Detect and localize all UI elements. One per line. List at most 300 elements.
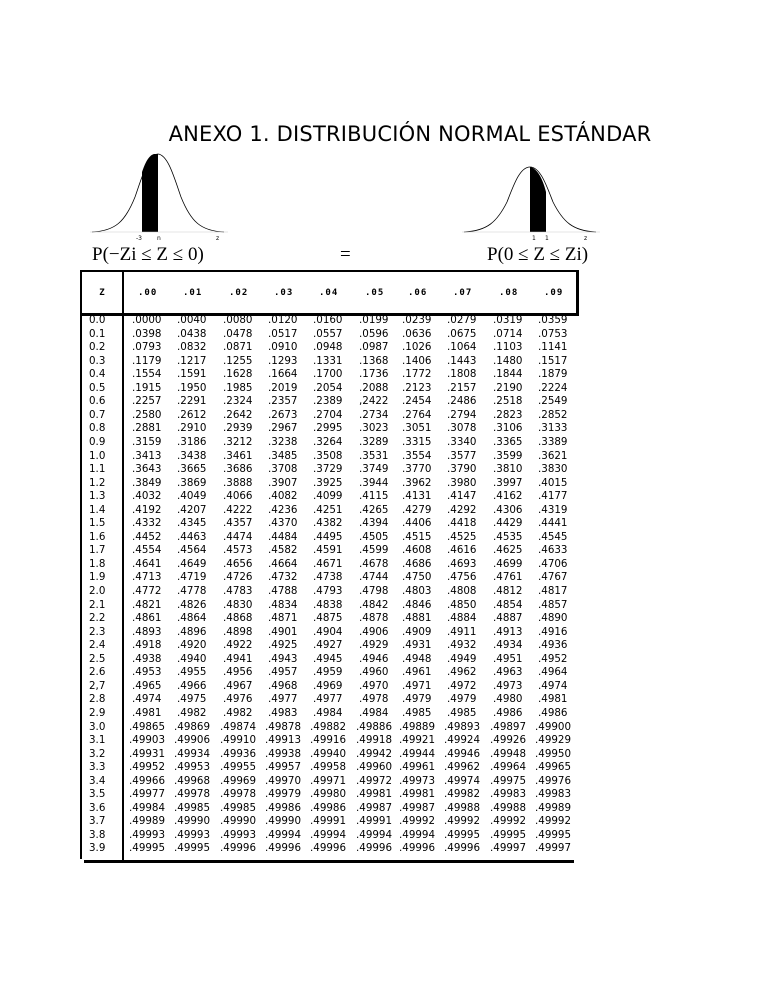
probability-cell: .4306 [493,503,523,516]
probability-cell: .49893 [444,720,481,733]
probability-cell: .49995 [174,842,211,855]
table-row [80,612,580,625]
probability-cell: .49992 [535,815,572,828]
probability-cell: .4909 [402,625,432,638]
probability-cell: .4916 [538,625,568,638]
probability-cell: .49987 [356,801,393,814]
table-row [80,748,580,761]
probability-cell: .4744 [359,571,389,584]
probability-cell: .49878 [265,720,302,733]
column-header: .05 [365,287,385,298]
table-row [80,680,580,693]
probability-cell: .49921 [399,734,436,747]
probability-cell: .2852 [538,408,568,421]
probability-cell: .3790 [447,463,477,476]
table-row [80,395,580,408]
probability-cell: .1628 [223,368,253,381]
probability-cell: .49996 [265,842,302,855]
probability-cell: .4964 [538,666,568,679]
table-body [80,314,577,858]
probability-cell: .4591 [313,544,343,557]
z-value: 2.9 [89,706,106,719]
probability-cell: .3729 [313,463,343,476]
probability-cell: .4986 [538,706,568,719]
probability-cell: .4821 [132,598,162,611]
probability-cell: .4893 [132,625,162,638]
table-row [80,626,580,639]
probability-cell: .3925 [313,476,343,489]
probability-cell: .2910 [177,422,207,435]
probability-cell: .0319 [493,314,523,326]
probability-cell: .49962 [444,761,481,774]
probability-cell: .1103 [493,341,523,354]
probability-cell: .1255 [223,354,253,367]
column-header: .08 [499,287,519,298]
probability-cell: .4788 [268,585,298,597]
probability-cell: .3133 [538,422,568,435]
probability-cell: .0398 [132,327,162,340]
z-value: 1.0 [89,449,106,462]
z-value: 0.5 [89,381,106,394]
probability-cell: .49992 [490,815,527,828]
probability-cell: .4857 [538,598,568,611]
probability-cell: .4418 [447,517,477,530]
probability-cell: .49874 [220,720,257,733]
probability-cell: .0793 [132,341,162,354]
column-header: .07 [453,287,473,298]
probability-cell: .4943 [268,652,298,665]
probability-cell: .4706 [538,557,568,570]
probability-cell: .49993 [220,828,257,841]
probability-cell: .4345 [177,517,207,530]
probability-cell: .0636 [402,327,432,340]
probability-cell: .4971 [402,679,432,692]
table-row [80,517,580,530]
probability-cell: .49913 [265,734,302,747]
probability-cell: .1480 [493,354,523,367]
probability-cell: .4850 [447,598,477,611]
probability-cell: .49916 [310,734,347,747]
probability-cell: .4582 [268,544,298,557]
probability-cell: .4925 [268,639,298,652]
probability-cell: .49918 [356,734,393,747]
table-row [80,314,580,327]
probability-cell: .49960 [356,761,393,774]
probability-cell: .3749 [359,463,389,476]
probability-cell: .4515 [402,530,432,543]
table-row [80,666,580,679]
probability-cell: .4177 [538,490,568,503]
z-header: Z [82,272,124,313]
probability-cell: .4803 [402,585,432,597]
probability-cell: .3289 [359,435,389,448]
probability-cell: .49889 [399,720,436,733]
probability-cell: .3051 [402,422,432,435]
z-value: 3.5 [89,788,106,801]
probability-cell: .49989 [129,815,166,828]
probability-cell: .1064 [447,341,477,354]
probability-cell: .4207 [177,503,207,516]
probability-cell: .2324 [223,395,253,408]
probability-cell: .49957 [265,761,302,774]
table-row [80,829,580,842]
probability-cell: .49994 [265,828,302,841]
probability-cell: .4162 [493,490,523,503]
probability-cell: .4887 [493,612,523,625]
z-value: 0.4 [89,368,106,381]
probability-cell: .49996 [399,842,436,855]
right-normal-curve-diagram [462,164,602,244]
probability-cell: .4279 [402,503,432,516]
probability-cell: .2157 [447,381,477,394]
table-row [80,368,580,381]
probability-cell: .2357 [268,395,298,408]
probability-cell: .49934 [174,747,211,760]
probability-cell: .49981 [399,788,436,801]
probability-cell: .4953 [132,666,162,679]
probability-cell: .4719 [177,571,207,584]
probability-cell: .49978 [174,788,211,801]
z-value: 3.7 [89,815,106,828]
table-row [80,571,580,584]
probability-cell: .4686 [402,557,432,570]
probability-cell: .4265 [359,503,389,516]
probability-cell: .4649 [177,557,207,570]
probability-cell: .4970 [359,679,389,692]
probability-cell: .4394 [359,517,389,530]
probability-cell: .4960 [359,666,389,679]
probability-cell: .3643 [132,463,162,476]
probability-cell: .4545 [538,530,568,543]
probability-cell: .2823 [493,408,523,421]
probability-cell: .49969 [220,774,257,787]
probability-cell: .49869 [174,720,211,733]
table-row [80,761,580,774]
probability-cell: .49992 [399,815,436,828]
probability-cell: .4955 [177,666,207,679]
probability-cell: .49931 [129,747,166,760]
column-header: .00 [138,287,158,298]
probability-cell: .3365 [493,435,523,448]
probability-cell: .4319 [538,503,568,516]
probability-cell: .1664 [268,368,298,381]
table-row [80,355,580,368]
probability-cell: .4505 [359,530,389,543]
probability-cell: .49984 [129,801,166,814]
probability-cell: .2939 [223,422,253,435]
probability-cell: .4884 [447,612,477,625]
probability-cell: .2580 [132,408,162,421]
probability-cell: .3830 [538,463,568,476]
probability-cell: .49966 [129,774,166,787]
probability-cell: .4761 [493,571,523,584]
probability-cell: .4750 [402,571,432,584]
probability-cell: .4979 [402,693,432,706]
probability-cell: .4918 [132,639,162,652]
probability-cell: .4922 [223,639,253,652]
probability-cell: .4896 [177,625,207,638]
z-value: 2.3 [89,625,106,638]
probability-cell: .2389 [313,395,343,408]
probability-cell: .49900 [535,720,572,733]
table-row [80,585,580,598]
table-row [80,504,580,517]
probability-cell: .4535 [493,530,523,543]
probability-cell: .3665 [177,463,207,476]
probability-cell: .49996 [444,842,481,855]
probability-cell: .49994 [399,828,436,841]
probability-cell: .4881 [402,612,432,625]
equals-sign: = [340,244,351,265]
probability-cell: .4913 [493,625,523,638]
z-value: 0.7 [89,408,106,421]
probability-cell: .2518 [493,395,523,408]
probability-cell: .49995 [490,828,527,841]
table-bottom-rule [84,860,574,863]
probability-cell: .0239 [402,314,432,326]
probability-cell: .4846 [402,598,432,611]
probability-cell: .2642 [223,408,253,421]
probability-cell: .4890 [538,612,568,625]
probability-cell: ,2422 [359,395,389,408]
probability-cell: .4984 [359,706,389,719]
table-row [80,734,580,747]
probability-cell: .2123 [402,381,432,394]
probability-cell: .4965 [132,679,162,692]
probability-cell: .4982 [177,706,207,719]
probability-cell: .4966 [177,679,207,692]
probability-cell: .4981 [538,693,568,706]
probability-cell: .0438 [177,327,207,340]
probability-cell: .3413 [132,449,162,462]
probability-cell: .3212 [223,435,253,448]
z-value: 1.8 [89,557,106,570]
probability-cell: .0714 [493,327,523,340]
table-row [80,721,580,734]
probability-cell: .1443 [447,354,477,367]
probability-cell: .49990 [174,815,211,828]
probability-cell: .4656 [223,557,253,570]
probability-cell: .4332 [132,517,162,530]
probability-cell: .4713 [132,571,162,584]
probability-cell: .1331 [313,354,343,367]
probability-cell: .2190 [493,381,523,394]
table-row [80,639,580,652]
probability-cell: .4441 [538,517,568,530]
probability-cell: .3980 [447,476,477,489]
probability-cell: .4830 [223,598,253,611]
probability-cell: .0987 [359,341,389,354]
probability-cell: .0910 [268,341,298,354]
probability-cell: .49976 [535,774,572,787]
probability-cell: .49970 [265,774,302,787]
probability-cell: .49882 [310,720,347,733]
table-row [80,842,580,855]
probability-cell: .4192 [132,503,162,516]
probability-cell: .3106 [493,422,523,435]
probability-cell: .49910 [220,734,257,747]
probability-cell: .49974 [444,774,481,787]
probability-cell: .4525 [447,530,477,543]
probability-cell: .4959 [313,666,343,679]
probability-cell: .49903 [129,734,166,747]
probability-cell: .4949 [447,652,477,665]
table-row [80,599,580,612]
probability-cell: .4738 [313,571,343,584]
probability-cell: .49994 [356,828,393,841]
probability-cell: .1217 [177,354,207,367]
table-row [80,463,580,476]
probability-cell: .4979 [447,693,477,706]
probability-cell: .1915 [132,381,162,394]
probability-cell: .49979 [265,788,302,801]
probability-cell: .49982 [444,788,481,801]
probability-cell: .49995 [535,828,572,841]
probability-cell: .49986 [310,801,347,814]
z-value: 1.4 [89,503,106,516]
table-row [80,531,580,544]
probability-cell: .1591 [177,368,207,381]
probability-cell: .3508 [313,449,343,462]
probability-cell: .4878 [359,612,389,625]
table-row [80,382,580,395]
probability-cell: .49958 [310,761,347,774]
probability-cell: .4382 [313,517,343,530]
probability-cell: .4292 [447,503,477,516]
probability-cell: .0478 [223,327,253,340]
probability-cell: .4798 [359,585,389,597]
probability-cell: .4980 [493,693,523,706]
probability-cell: .4474 [223,530,253,543]
probability-cell: .2454 [402,395,432,408]
probability-cell: .49936 [220,747,257,760]
probability-cell: .4641 [132,557,162,570]
probability-cell: .4976 [223,693,253,706]
probability-cell: .1517 [538,354,568,367]
probability-cell: .2704 [313,408,343,421]
probability-cell: .49897 [490,720,527,733]
probability-cell: .3186 [177,435,207,448]
probability-cell: .4974 [538,679,568,692]
z-value: 2.1 [89,598,106,611]
column-header: .02 [229,287,249,298]
column-header: .04 [319,287,339,298]
z-value: 3.2 [89,747,106,760]
probability-cell: .49986 [265,801,302,814]
table-row [80,477,580,490]
probability-cell: .3962 [402,476,432,489]
probability-cell: .4868 [223,612,253,625]
table-row [80,775,580,788]
right-shaded-area [530,167,546,232]
probability-cell: .49978 [220,788,257,801]
probability-cell: .49983 [490,788,527,801]
probability-cell: .1844 [493,368,523,381]
probability-cell: .49987 [399,801,436,814]
probability-cell: .4963 [493,666,523,679]
probability-cell: .3554 [402,449,432,462]
probability-cell: .3907 [268,476,298,489]
column-header: .06 [408,287,428,298]
probability-cell: .49950 [535,747,572,760]
probability-cell: .3810 [493,463,523,476]
probability-cell: .4633 [538,544,568,557]
probability-cell: .4032 [132,490,162,503]
probability-cell: .4981 [132,706,162,719]
probability-cell: .3621 [538,449,568,462]
probability-cell: .3531 [359,449,389,462]
probability-cell: .49946 [444,747,481,760]
probability-cell: .4969 [313,679,343,692]
probability-cell: .0871 [223,341,253,354]
probability-cell: .4222 [223,503,253,516]
formula-left: P(−Zi ≤ Z ≤ 0) [92,244,204,265]
right-tick-3: z [584,235,588,242]
z-value: 1.3 [89,490,106,503]
probability-cell: .4778 [177,585,207,597]
table-row [80,544,580,557]
z-value: 2.5 [89,652,106,665]
probability-cell: .2734 [359,408,389,421]
probability-cell: .4838 [313,598,343,611]
probability-cell: .0517 [268,327,298,340]
probability-cell: .4236 [268,503,298,516]
probability-cell: .4985 [447,706,477,719]
probability-cell: .4972 [447,679,477,692]
probability-cell: .49997 [490,842,527,855]
probability-cell: .4015 [538,476,568,489]
probability-cell: .4901 [268,625,298,638]
probability-cell: .4066 [223,490,253,503]
probability-cell: .4554 [132,544,162,557]
probability-cell: .4678 [359,557,389,570]
left-shaded-area [142,154,158,232]
probability-cell: .49980 [310,788,347,801]
z-value: 3.6 [89,801,106,814]
probability-cell: .3438 [177,449,207,462]
probability-cell: .2486 [447,395,477,408]
probability-cell: .4452 [132,530,162,543]
probability-cell: .49964 [490,761,527,774]
probability-cell: .4967 [223,679,253,692]
probability-cell: .49985 [220,801,257,814]
page-title: ANEXO 1. DISTRIBUCIÓN NORMAL ESTÁNDAR [168,122,652,146]
probability-cell: .49929 [535,734,572,747]
probability-cell: .4948 [402,652,432,665]
probability-cell: .49973 [399,774,436,787]
left-tick-3: z [216,235,220,242]
z-value: 2.8 [89,693,106,706]
probability-cell: .4977 [268,693,298,706]
probability-cell: .4985 [402,706,432,719]
probability-cell: .4826 [177,598,207,611]
probability-cell: .4920 [177,639,207,652]
probability-cell: .2549 [538,395,568,408]
z-value: 3.3 [89,761,106,774]
probability-cell: .4978 [359,693,389,706]
left-tick-2: n [157,235,161,242]
probability-cell: .49906 [174,734,211,747]
probability-cell: .4808 [447,585,477,597]
probability-cell: .2881 [132,422,162,435]
table-row [80,707,580,720]
probability-cell: .1179 [132,354,162,367]
probability-cell: .3461 [223,449,253,462]
probability-cell: .4783 [223,585,253,597]
probability-cell: .4911 [447,625,477,638]
probability-cell: .2794 [447,408,477,421]
probability-cell: .4131 [402,490,432,503]
